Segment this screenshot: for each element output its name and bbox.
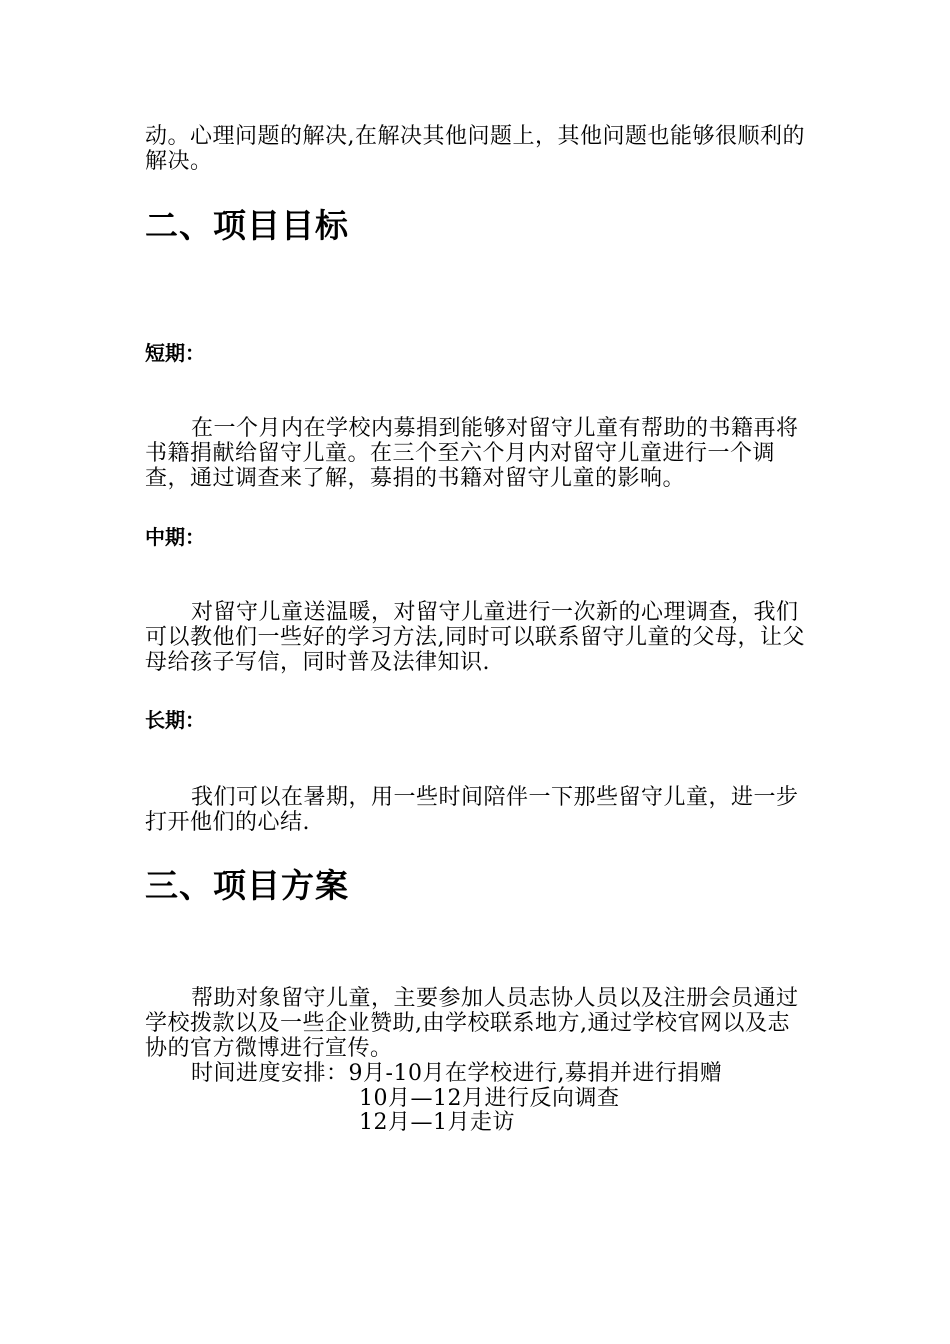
intro-paragraph: 动。心理问题的解决,在解决其他问题上，其他问题也能够很顺利的解决。: [145, 124, 805, 174]
short-term-paragraph: 在一个月内在学校内募捐到能够对留守儿童有帮助的书籍再将书籍捐献给留守儿童。在三个至六个月内对留守儿童进行一个调查，通过调查来了解，募捐的书籍对留守儿童的影响。: [145, 416, 799, 491]
schedule-line: [191, 1061, 722, 1086]
long-term-label: 长期：: [145, 708, 205, 732]
mid-term-paragraph: 对留守儿童送温暖，对留守儿童进行一次新的心理调查，我们可以教他们一些好的学习方法,同时可以联系留守儿童的父母，让父母给孩子写信，同时普及法律知识.: [145, 600, 805, 675]
section-heading-plan: 三、项目方案: [145, 866, 349, 905]
schedule-item: 10月—12月进行反向调查: [359, 1086, 620, 1111]
section-heading-goals: 二、项目目标: [145, 206, 349, 245]
plan-paragraph: 帮助对象留守儿童，主要参加人员志协人员以及注册会员通过学校拨款以及一些企业赞助,由学校联系地方,通过学校官网以及志协的官方微博进行宣传。: [145, 986, 799, 1061]
schedule-item: 9月-10月在学校进行,募捐并进行捐赠: [348, 1061, 723, 1086]
schedule-label: 时间进度安排：: [191, 1061, 349, 1086]
long-term-paragraph: 我们可以在暑期，用一些时间陪伴一下那些留守儿童，进一步打开他们的心结.: [145, 785, 799, 835]
short-term-label: 短期：: [145, 341, 205, 365]
mid-term-label: 中期：: [145, 525, 205, 549]
schedule-item: 12月—1月走访: [359, 1110, 515, 1135]
